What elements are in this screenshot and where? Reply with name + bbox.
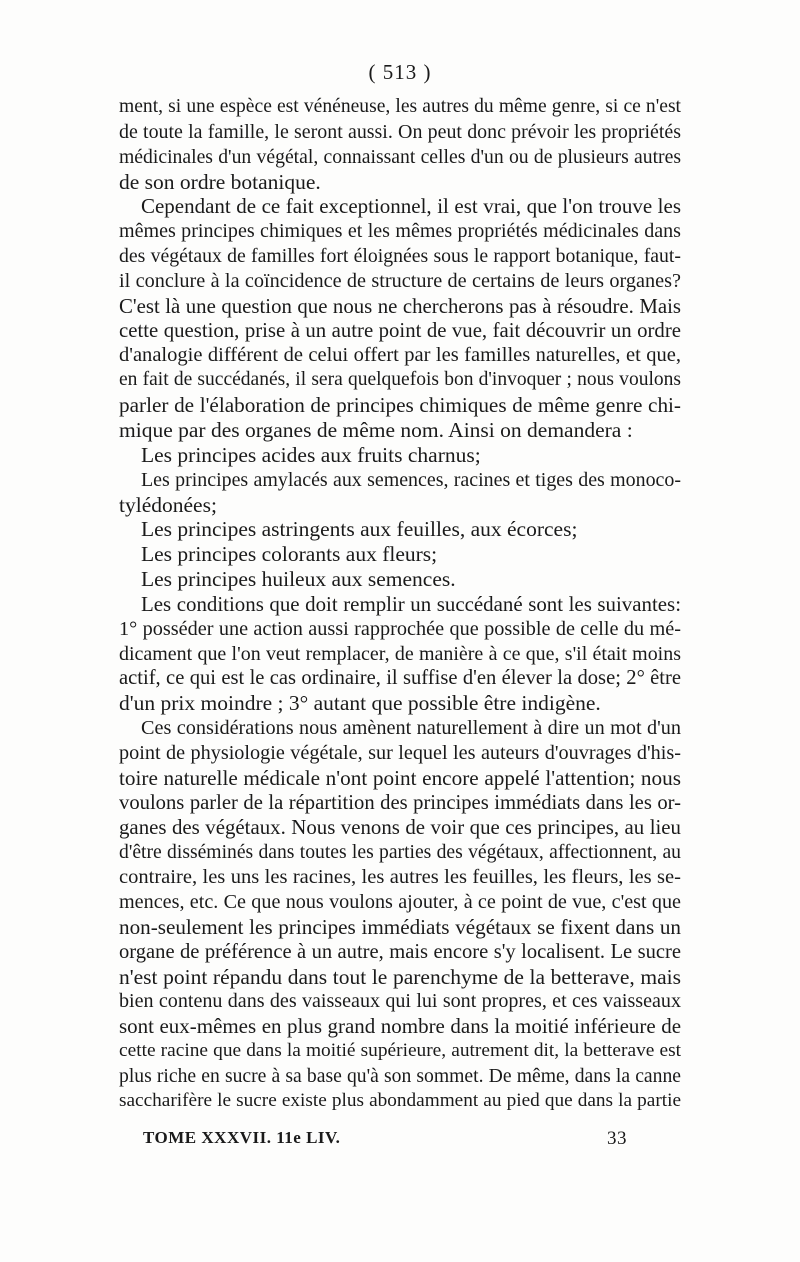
text-line: saccharifère le sucre existe plus abondamment au pied que dans la partie <box>119 1089 681 1111</box>
text-line: des végétaux de familles fort éloignées sous le rapport botanique, faut- <box>119 245 681 268</box>
text-line: Ces considérations nous amènent naturellement à dire un mot d'un <box>141 717 681 740</box>
text-line: bien contenu dans des vaisseaux qui lui sont propres, et ces vaisseaux <box>119 990 681 1013</box>
text-line: mêmes principes chimiques et les mêmes propriétés médicinales dans <box>119 220 681 243</box>
text-line: Les principes acides aux fruits charnus; <box>141 442 481 467</box>
text-line: point de physiologie végétale, sur lequel les auteurs d'ouvrages d'his- <box>119 741 681 764</box>
page-footer <box>143 1128 627 1150</box>
text-line: d'analogie différent de celui offert par les familles naturelles, et que, <box>119 344 681 367</box>
text-line: parler de l'élaboration de principes chimiques de même genre chi- <box>119 393 681 418</box>
text-line: médicinales d'un végétal, connaissant celles d'un ou de plusieurs autres <box>119 145 681 168</box>
text-line: contraire, les uns les racines, les autres les feuilles, les fleurs, les se- <box>119 866 681 889</box>
text-line: de son ordre botanique. <box>119 169 321 194</box>
text-line: mences, etc. Ce que nous voulons ajouter, à ce point de vue, c'est que <box>119 891 681 913</box>
text-line: toire naturelle médicale n'ont point encore appelé l'attention; nous <box>119 765 681 790</box>
text-line: dicament que l'on veut remplacer, de manière à ce que, s'il était moins <box>119 642 681 665</box>
text-line: cette question, prise à un autre point de vue, fait découvrir un ordre <box>119 318 681 342</box>
text-line: tylédonées; <box>119 492 217 517</box>
text-line: Les principes amylacés aux semences, racines et tiges des monoco- <box>141 468 681 491</box>
text-line: de toute la famille, le seront aussi. On peut donc prévoir les propriétés <box>119 120 681 143</box>
text-line: ganes des végétaux. Nous venons de voir que ces principes, au lieu <box>119 815 681 840</box>
text-line: voulons parler de la répartition des principes immédiats dans les or- <box>119 791 681 814</box>
text-line: d'être disséminés dans toutes les parties des végétaux, affectionnent, au <box>119 841 681 864</box>
text-line: cette racine que dans la moitié supérieure, autrement dit, la betterave est <box>119 1040 681 1062</box>
text-line: Les principes huileux aux semences. <box>141 567 456 592</box>
page-number: ( 513 ) <box>368 60 432 84</box>
text-line: il conclure à la coïncidence de structure de certains de leurs organes? <box>119 269 681 292</box>
signature-mark: 33 <box>607 1128 627 1149</box>
text-line: Les principes astringents aux feuilles, aux écorces; <box>141 517 578 542</box>
volume-mark: TOME XXXVII. 11e LIV. <box>143 1128 341 1147</box>
text-line: ment, si une espèce est vénéneuse, les autres du même genre, si ce n'est <box>119 96 681 117</box>
text-line: non-seulement les principes immédiats végétaux se fixent dans un <box>119 914 681 939</box>
text-line: Les principes colorants aux fleurs; <box>141 542 438 567</box>
text-line: d'un prix moindre ; 3° autant que possible être indigène. <box>119 691 601 716</box>
body-text <box>119 95 681 1114</box>
text-line: 1° posséder une action aussi rapprochée que possible de celle du mé- <box>119 617 681 640</box>
text-line: n'est point répandu dans tout le parenchyme de la betterave, mais <box>119 964 681 989</box>
text-line: organe de préférence à un autre, mais encore s'y localisent. Le sucre <box>119 940 681 963</box>
text-line: mique par des organes de même nom. Ainsi on demandera : <box>119 417 633 442</box>
text-line: sont eux-mêmes en plus grand nombre dans la moitié inférieure de <box>119 1014 681 1039</box>
text-line: C'est là une question que nous ne chercherons pas à résoudre. Mais <box>119 293 681 318</box>
text-line: plus riche en sucre à sa base qu'à son sommet. De même, dans la canne <box>119 1064 681 1087</box>
text-line: en fait de succédanés, il sera quelquefois bon d'invoquer ; nous voulons <box>119 369 681 391</box>
text-line: actif, ce qui est le cas ordinaire, il suffise d'en élever la dose; 2° être <box>119 667 681 690</box>
text-line: Les conditions que doit remplir un succédané sont les suivantes: <box>141 591 681 616</box>
text-line: Cependant de ce fait exceptionnel, il est vrai, que l'on trouve les <box>141 194 681 219</box>
